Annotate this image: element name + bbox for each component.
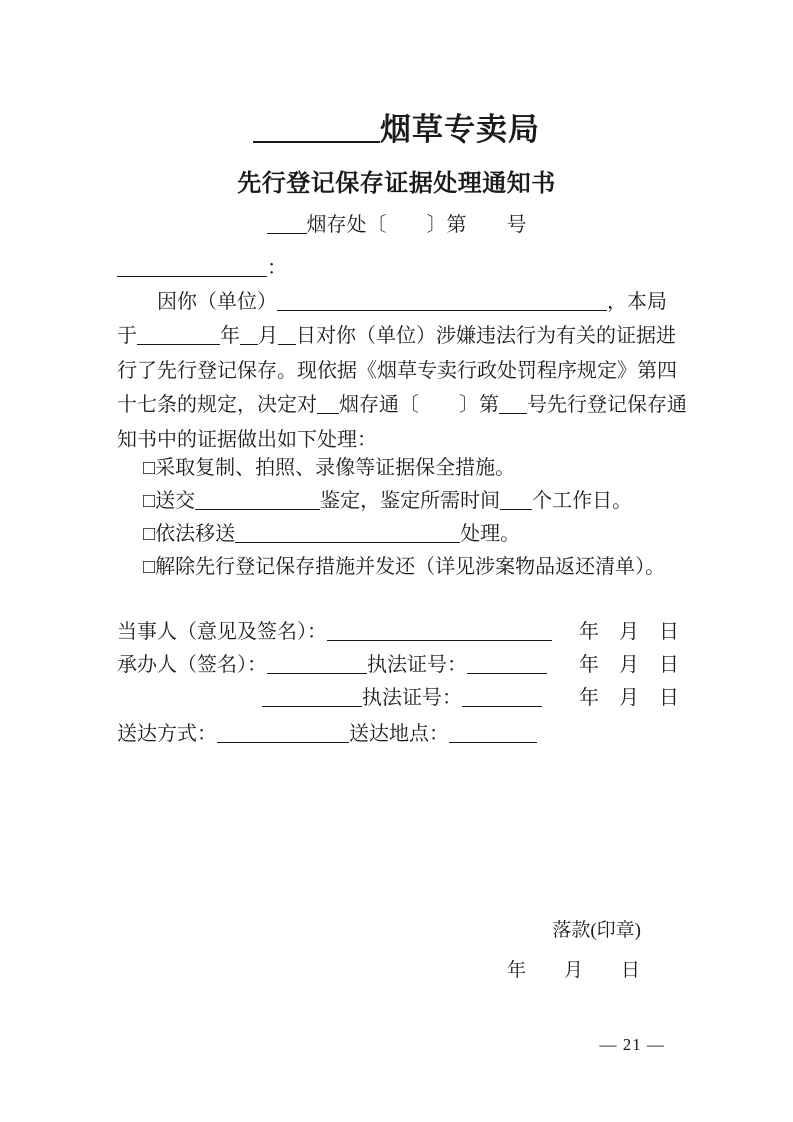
service-mode-blank-field[interactable] [217, 722, 349, 743]
signature-section [117, 615, 679, 750]
case-doc-number-blank-field[interactable] [499, 393, 527, 414]
body-paragraph [117, 285, 687, 457]
party-signature-date: 年 月 日 [579, 621, 679, 643]
body-line-4 [117, 388, 687, 422]
option-label: 采取复制、拍照、录像等证据保全措施。 [155, 457, 516, 479]
option-label: 解除先行登记保存措施并发还（详见涉案物品返还清单）。 [155, 556, 666, 578]
handling-options [117, 452, 683, 584]
body-line-3: 行了先行登记保存。现依据《烟草专卖行政处罚程序规定》第四 [117, 359, 677, 382]
transfer-org-blank-field[interactable] [235, 522, 460, 543]
body-text: 十七条的规定，决定对 [117, 394, 317, 417]
party-signature-label: 当事人（意见及签名）： [117, 621, 327, 643]
enforcement-cert-blank-field[interactable] [462, 686, 542, 707]
option-release-return [117, 551, 683, 584]
doc-number-text: 烟存处〔 〕第 号 [306, 214, 527, 236]
service-row [117, 717, 679, 750]
body-text: 号先行登记保存通 [527, 394, 687, 417]
enforcement-cert-label: 执法证号： [362, 687, 462, 709]
service-place-label: 送达地点： [349, 723, 449, 745]
body-line-1 [117, 285, 683, 319]
party-signature-row [117, 615, 679, 648]
option-transfer [117, 518, 683, 551]
addressee-line [117, 251, 683, 280]
workdays-blank-field[interactable] [500, 489, 532, 510]
month-blank-field[interactable] [240, 324, 258, 345]
handler-signature-date: 年 月 日 [579, 687, 679, 709]
document-title [0, 104, 793, 149]
body-text: 年 [220, 325, 240, 348]
case-doc-prefix-blank-field[interactable] [317, 393, 339, 414]
party-signature-blank-field[interactable] [327, 620, 552, 641]
page-number: — 21 — [599, 1035, 665, 1054]
enforcement-cert-blank-field[interactable] [467, 653, 547, 674]
handler-signature-label: 承办人（签名）： [117, 654, 267, 676]
checkbox-icon[interactable]: □ [143, 556, 156, 578]
party-name-blank-field[interactable] [277, 290, 607, 311]
handler-signature-blank-field[interactable] [262, 686, 362, 707]
option-label: 依法移送 [155, 523, 236, 545]
checkbox-icon[interactable]: □ [143, 490, 156, 512]
notice-subtitle: 先行登记保存证据处理通知书 [237, 170, 556, 197]
enforcement-cert-label: 执法证号： [367, 654, 467, 676]
checkbox-icon[interactable]: □ [143, 457, 156, 479]
option-preserve-evidence [117, 452, 683, 485]
year-blank-field[interactable] [137, 324, 220, 345]
document-number-line [0, 208, 793, 237]
body-text: 月 [258, 325, 278, 348]
body-line-5: 知书中的证据做出如下处理： [117, 428, 377, 451]
service-place-blank-field[interactable] [449, 722, 537, 743]
option-label: 鉴定，鉴定所需时间 [320, 490, 501, 512]
body-text: 日对你（单位）涉嫌违法行为有关的证据进 [296, 325, 676, 348]
addressee-blank-field[interactable] [117, 256, 267, 277]
body-text: 于 [117, 325, 137, 348]
handler-signature-row-2 [117, 681, 679, 714]
body-text: 因你（单位） [157, 291, 277, 313]
day-blank-field[interactable] [278, 324, 296, 345]
doc-number-prefix-blank-field[interactable] [267, 213, 307, 234]
body-text: ，本局 [607, 291, 667, 313]
service-mode-label: 送达方式： [117, 723, 217, 745]
bureau-name-suffix: 烟草专卖局 [380, 112, 540, 147]
option-label: 处理。 [460, 523, 521, 545]
appraisal-org-blank-field[interactable] [195, 489, 320, 510]
body-line-2 [117, 319, 683, 353]
handler-signature-row-1 [117, 648, 679, 681]
footer-date: 年 月 日 [506, 960, 640, 981]
bureau-name-blank-field[interactable] [253, 110, 380, 143]
handler-signature-blank-field[interactable] [267, 653, 367, 674]
body-text: 烟存通〔 〕第 [339, 394, 499, 417]
option-label: 个工作日。 [532, 490, 633, 512]
seal-placeholder: 落款(印章) [552, 920, 641, 941]
checkbox-icon[interactable]: □ [143, 523, 156, 545]
addressee-colon: ： [267, 257, 287, 279]
option-label: 送交 [155, 490, 196, 512]
option-send-appraisal [117, 485, 683, 518]
handler-signature-date: 年 月 日 [579, 654, 679, 676]
